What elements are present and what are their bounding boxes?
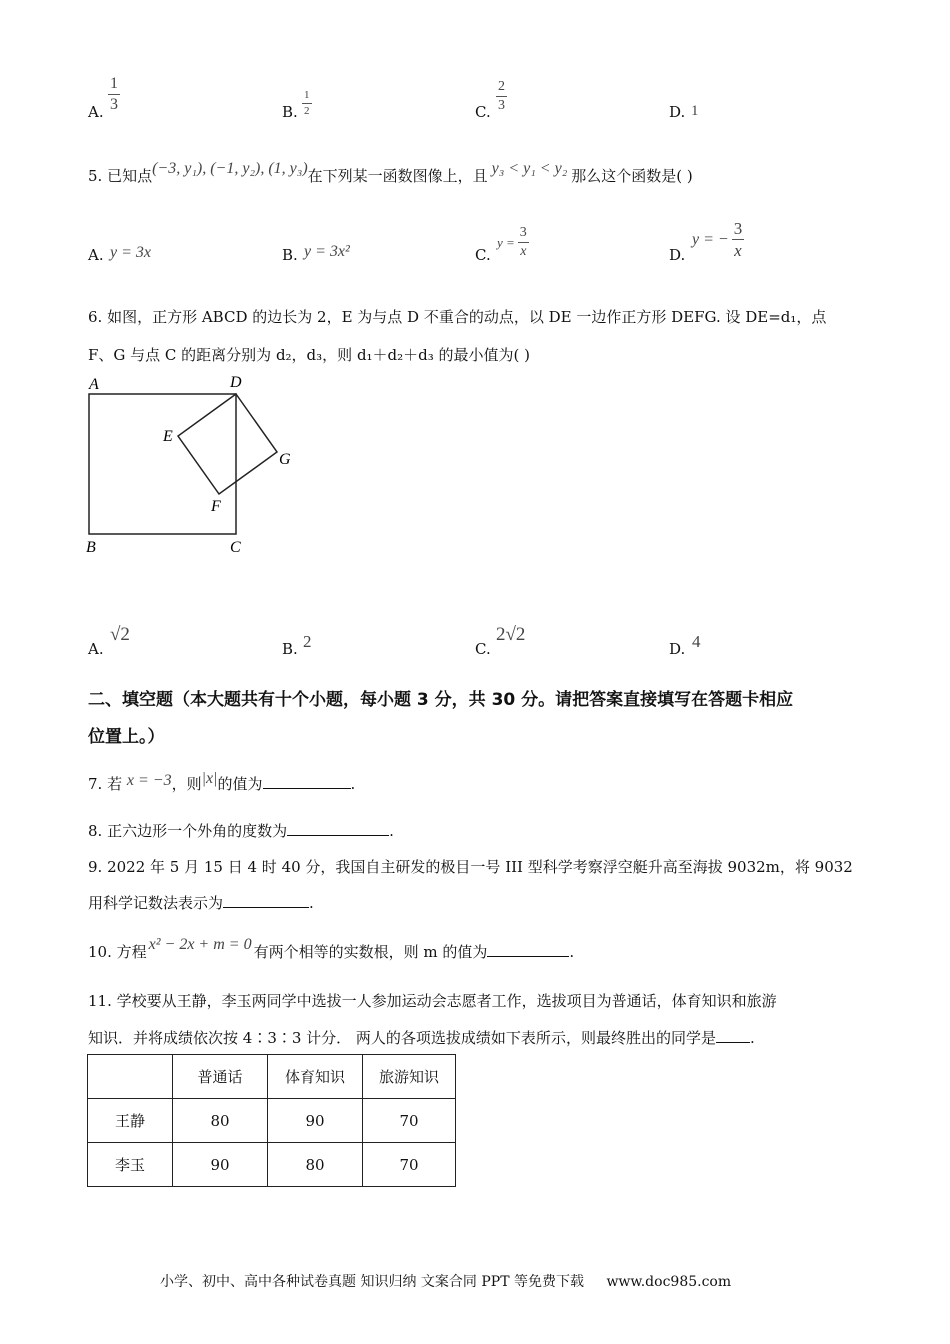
q4-option-b-fraction	[302, 90, 312, 117]
square-figure	[80, 370, 310, 560]
q4-option-d-label: D.	[669, 103, 686, 121]
q8-answer-blank[interactable]	[287, 821, 389, 836]
table-row	[88, 1099, 456, 1143]
table-header-row	[88, 1055, 456, 1099]
q6-option-c-label: C.	[475, 640, 491, 658]
q8-text: 8. 正六边形一个外角的度数为	[88, 822, 288, 840]
q6-option-b-expr: 2	[303, 632, 312, 651]
q5-option-d-expr	[692, 220, 744, 259]
q5-points: (−3, y₁), (−1, y₂), (1, y₃)	[152, 160, 308, 177]
q5-option-b-expr: y = 3x²	[304, 243, 350, 260]
square-defg	[178, 394, 277, 494]
q6-option-c-expr: 2√2	[496, 624, 526, 645]
table-cell: 70	[363, 1143, 456, 1187]
q4-option-a-fraction	[108, 76, 120, 113]
q4-c-numerator: 2	[496, 80, 507, 97]
q9-answer-blank[interactable]	[223, 893, 309, 908]
table-cell: 80	[268, 1143, 363, 1187]
q9-line-2-text: 用科学记数法表示为	[88, 894, 224, 912]
table-header-cell: 体育知识	[268, 1055, 363, 1099]
figure-label-g: G	[279, 451, 291, 468]
q11-answer-blank[interactable]	[716, 1028, 750, 1043]
q5-d-denominator: x	[734, 241, 742, 260]
section-2-heading-line-1: 二、填空题（本大题共有十个小题，每小题 3 分，共 30 分。请把答案直接填写在答题卡相应	[88, 690, 794, 710]
figure-label-f: F	[211, 498, 221, 515]
q5-d-numerator: 3	[733, 219, 743, 238]
q10-expr: x² − 2x + m = 0	[148, 936, 252, 953]
q5-condition: y₃ < y₁ < y₂	[491, 160, 568, 177]
q5-option-a-expr: y = 3x	[110, 244, 151, 261]
q9-line-2: 用科学记数法表示为 .	[88, 894, 314, 912]
q7-abs: |x|	[201, 770, 218, 787]
q10-question: 10. 方程 x² − 2x + m = 0 有两个相等的实数根，则 m 的值为 .	[88, 936, 575, 961]
q6-option-a-expr: √2	[110, 624, 130, 645]
q6-line-1: 6. 如图，正方形 ABCD 的边长为 2，E 为与点 D 不重合的动点，以 DE 一边作正方形 DEFG. 设 DE=d₁，点	[88, 308, 827, 326]
q5-option-b-label: B.	[282, 246, 298, 264]
table-cell: 90	[173, 1143, 268, 1187]
figure-label-e: E	[163, 428, 173, 445]
q5-mid: 在下列某一函数图像上，且	[307, 167, 488, 185]
table-cell: 王静	[88, 1099, 173, 1143]
table-cell: 李玉	[88, 1143, 173, 1187]
q11-line-2: 知识．并将成绩依次按 4∶3∶3 计分． 两人的各项选拔成绩如下表所示，则最终胜出的同学是 .	[88, 1029, 755, 1047]
q5-c-fraction	[518, 226, 529, 259]
q4-a-numerator: 1	[108, 76, 120, 95]
footer-url[interactable]: www.doc985.com	[606, 1274, 732, 1290]
q4-a-denominator: 3	[110, 96, 118, 113]
q4-option-a-label: A.	[88, 103, 104, 121]
q11-line-1: 11. 学校要从王静，李玉两同学中选拔一人参加运动会志愿者工作，选拔项目为普通话，体育知识和旅游	[88, 992, 777, 1010]
q5-prefix: 5. 已知点	[88, 167, 153, 185]
q7-mid: ，则	[171, 775, 202, 793]
table-cell: 70	[363, 1099, 456, 1143]
q4-option-c-label: C.	[475, 103, 491, 121]
q4-option-b-label: B.	[282, 103, 298, 121]
figure-label-c: C	[230, 539, 241, 556]
q5-option-c-expr	[497, 226, 529, 259]
q9-line-1: 9. 2022 年 5 月 15 日 4 时 40 分，我国自主研发的极目一号 III 型科学考察浮空艇升高至海拔 9032m，将 9032	[88, 858, 853, 876]
q6-option-b-label: B.	[282, 640, 298, 658]
score-table	[87, 1054, 456, 1187]
q4-option-c-fraction	[496, 80, 507, 113]
figure-label-a: A	[89, 376, 99, 393]
q5-question	[88, 160, 693, 186]
q10-suffix: 有两个相等的实数根，则 m 的值为	[253, 943, 488, 961]
table-header-cell: 普通话	[173, 1055, 268, 1099]
figure-label-b: B	[86, 539, 96, 556]
table-cell: 90	[268, 1099, 363, 1143]
q8-question: 8. 正六边形一个外角的度数为 .	[88, 822, 394, 840]
q6-option-a-label: A.	[88, 640, 104, 658]
q5-c-lhs: y =	[497, 234, 515, 250]
q6-option-d-expr: 4	[692, 632, 701, 651]
q5-c-denominator: x	[520, 244, 527, 259]
figure-label-d: D	[230, 374, 242, 391]
q6-option-d-label: D.	[669, 640, 686, 658]
q5-c-numerator: 3	[518, 226, 529, 243]
table-row	[88, 1143, 456, 1187]
q5-option-d-label: D.	[669, 246, 686, 264]
q5-option-c-label: C.	[475, 246, 491, 264]
q5-suffix: 那么这个函数是( )	[571, 167, 693, 185]
q5-option-a-label: A.	[88, 246, 104, 264]
q7-expr: x = −3	[126, 772, 172, 789]
section-2-heading-line-2: 位置上。）	[88, 727, 165, 747]
q6-line-2: F、G 与点 C 的距离分别为 d₂，d₃，则 d₁＋d₂＋d₃ 的最小值为( )	[88, 346, 531, 364]
footer-text: 小学、初中、高中各种试卷真题 知识归纳 文案合同 PPT 等免费下载	[160, 1274, 584, 1290]
q4-c-denominator: 3	[498, 98, 505, 113]
q4-b-denominator: 2	[304, 105, 310, 117]
q4-b-numerator: 1	[302, 90, 312, 104]
table-header-cell: 旅游知识	[363, 1055, 456, 1099]
q10-prefix: 10. 方程	[88, 943, 147, 961]
q4-option-d-value: 1	[691, 103, 699, 119]
q7-question: 7. 若 x = −3，则|x|的值为 .	[88, 770, 356, 793]
q7-suffix: 的值为	[217, 775, 263, 793]
table-cell: 80	[173, 1099, 268, 1143]
q10-answer-blank[interactable]	[487, 942, 569, 957]
q11-line-2-text: 知识．并将成绩依次按 4∶3∶3 计分． 两人的各项选拔成绩如下表所示，则最终胜出的同学是	[88, 1029, 716, 1047]
table-header-cell	[88, 1055, 173, 1099]
q5-d-fraction	[732, 220, 745, 259]
q5-d-lhs: y = −	[692, 230, 729, 248]
q7-answer-blank[interactable]	[263, 774, 351, 789]
footer	[160, 1271, 731, 1291]
q7-prefix: 7. 若	[88, 775, 123, 793]
